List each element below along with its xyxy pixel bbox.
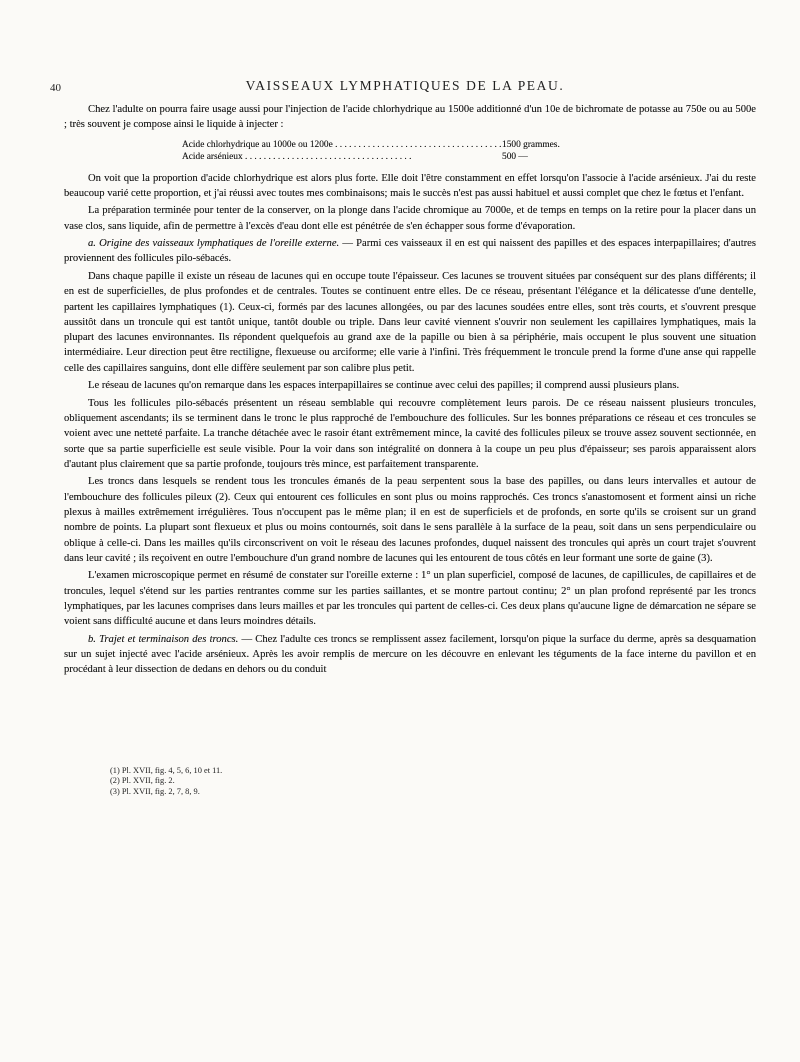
paragraph: Tous les follicules pilo-sébacés présentent un réseau semblable qui recouvre complètement leurs parois. De ce réseau naissent plusieurs troncules, obliquement ascendants; ils se terminent dans le tronc le plus rapproché de l'embouchure des follicules. Sur les bonnes préparations ce réseau et ces troncules se voient avec une netteté parfaite. La tranche détachée avec le rasoir étant extrêmement mince, la cavité des follicules pileux se trouve assez souvent sectionnée, en sorte que sa partie superficielle est seule visible. Pour la voir dans son intégralité on donnera à la coupe un peu plus d'épaisseur; ses parois apparaissent alors d'autant plus clairement que sa partie profonde, toujours très mince, est parfaitement transparente. — [64, 397, 756, 470]
paragraph: Le réseau de lacunes qu'on remarque dans les espaces interpapillaires se continue avec celui des papilles; il comprend aussi plusieurs plans. — [88, 380, 680, 392]
formula-row — [182, 139, 642, 151]
formula-amount: 500 — — [502, 151, 528, 162]
formula-amount: 1500 grammes. — [502, 139, 560, 150]
injection-formula — [182, 139, 756, 163]
page-header — [50, 78, 760, 100]
footnote: (2) Pl. XVII, fig. 2. — [110, 776, 175, 786]
paragraph: L'examen microscopique permet en résumé de constater sur l'oreille externe : 1° un plan superficiel, composé de lacunes, de capillicules, de capillaires et de troncules, lequel s'étend sur les parties rentrantes comme sur les parties saillantes, et se montre partout continu; 2° un plan profond représenté par les troncs lymphatiques, par les lacunes comprises dans leurs mailles et par les troncules qui partent de celles-ci. Ces deux plans qu'aucune ligne de démarcation ne sépare se voient sans difficulté aucune et dans leurs moindres détails. — [64, 570, 756, 628]
footnote: (1) Pl. XVII, fig. 4, 5, 6, 10 et 11. — [110, 766, 223, 775]
page-number: 40 — [50, 82, 61, 94]
footnote: (3) Pl. XVII, fig. 2, 7, 8, 9. — [110, 786, 200, 796]
section-heading: a. Origine des vaisseaux lymphatiques de l'oreille externe. — [88, 238, 340, 250]
formula-ingredient: Acide arsénieux . . . — [182, 151, 502, 163]
paragraph: Dans chaque papille il existe un réseau de lacunes qui en occupe toute l'épaisseur. Ces lacunes se trouvent situées par conséquent sur des plans différents; il en est de superficielles, de plus profondes et de centrales. Toutes se continuent entre elles. De ce réseau, présentant l'élégance et la délicatesse d'une dentelle, partent les capillaires lymphatiques (1). Ceux-ci, formés par des lacunes allongées, ou par des lacunes soudées entre elles, sont très courts, et s'ouvrent presque aussitôt dans un troncule qui est tantôt unique, tantôt double ou triple. Dans leur cavité viennent s'ouvrir non seulement les capillaires lymphatiques, mais la plupart des lacunes environnantes. Ils répondent quelquefois au grand axe de la papille ou bien à sa périphérie, mais occupent le plus souvent une situation intermédiaire. Leur direction peut être rectiligne, flexueuse ou arciforme; elle varie à l'infini. Très fréquemment le troncule prend la forme d'une anse qui rappelle celle des capillaires sanguins, dont elle diffère seulement par son calibre plus petit. — [64, 270, 756, 374]
paragraph-text: — Parmi ces vaisseaux il en est qui naissent des papilles et des espaces interpapillaires; d'autres proviennent des follicules pilo-sébacés. — [64, 238, 756, 265]
paragraph-text: — Chez l'adulte ces troncs se remplissent assez facilement, lorsqu'on pique la surface du derme, après sa desquamation sur un sujet injecté avec l'acide arsénieux. Après les avoir remplis de mercure on les découvre en enlevant les téguments de la face interne du pavillon et en procédant à leur dissection de dedans en dehors ou du conduit — [64, 633, 757, 676]
paragraph: La préparation terminée pour tenter de la conserver, on la plonge dans l'acide chromique au 7000e, et de temps en temps on la retire pour la placer dans un vase clos, sans liquide, afin de permettre à l'excès d'eau dont elle est pénétrée de s'en échapper sous forme d'évaporation. — [64, 205, 756, 232]
formula-row — [182, 151, 642, 163]
paragraph: On voit que la proportion d'acide chlorhydrique est alors plus forte. Elle doit l'être constamment en effet lorsqu'on l'associe à l'acide arsénieux. J'ai du reste beaucoup varié cette proportion, et j'ai réussi avec toutes mes combinaisons; mais le succès n'est pas aussi habituel et aussi complet que chez le fœtus et l'enfant. — [64, 172, 756, 199]
section-heading: b. Trajet et terminaison des troncs. — [88, 633, 239, 645]
running-title: VAISSEAUX LYMPHATIQUES DE LA PEAU. — [245, 78, 565, 93]
body-text — [64, 102, 756, 680]
paragraph: Chez l'adulte on pourra faire usage aussi pour l'injection de l'acide chlorhydrique au 1500e additionné d'un 10e de bichromate de potasse au 750e ou au 500e ; très souvent je compose ainsi le liquide à injecter : — [64, 104, 756, 131]
formula-ingredient: Acide chlorhydrique au 1000e ou 1200e . . . — [182, 139, 502, 151]
footnotes — [110, 766, 222, 797]
section-paragraph — [64, 236, 756, 267]
section-paragraph — [64, 632, 756, 678]
paragraph: Les troncs dans lesquels se rendent tous les troncules émanés de la peau serpentent sous la base des papilles, ou dans leurs intervalles et autour de l'embouchure des follicules pileux (2). Ceux qui entourent ces follicules en sont plus ou moins rapprochés. Ces troncs s'anastomosent et forment ainsi un riche plexus à mailles extrêmement irrégulières. Tous n'occupent pas le même plan; il en est de superficiels et de profonds, en sorte qu'ils se croisent sur un grand nombre de points. La plupart sont flexueux et plus ou moins contournés, soit dans le sens parallèle à la surface de la peau, soit dans un sens perpendiculaire ou oblique à celle-ci. Dans les mailles qu'ils circonscrivent on voit le réseau des lacunes profondes, duquel naissent des troncules qui après un court trajet s'ouvrent dans leur cavité ; ils reçoivent en outre l'embouchure d'un grand nombre de lacunes qui les entourent de tous côtés en leur formant une sorte de gaine (3). — [64, 476, 756, 564]
